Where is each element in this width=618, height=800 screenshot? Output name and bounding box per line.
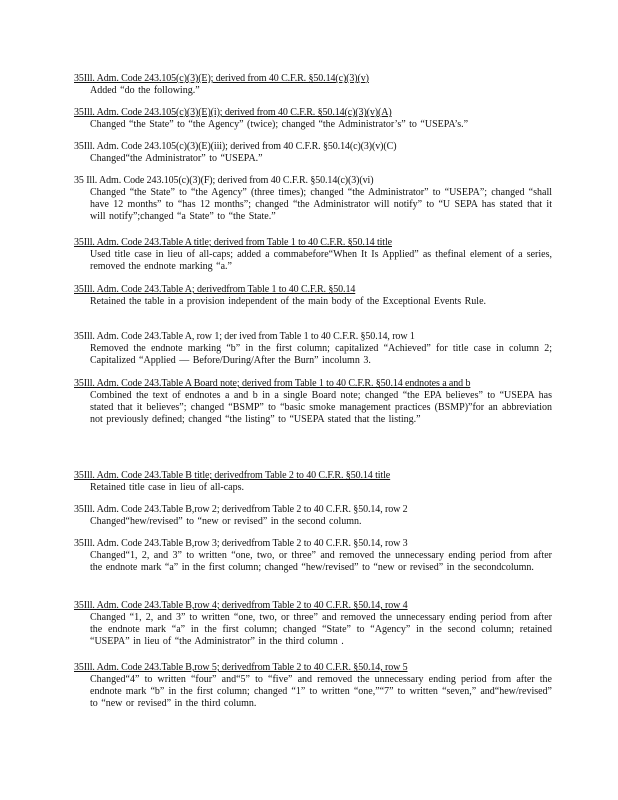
entry-text: Used title case in lieu of all-caps; added a commabefore“When It Is Applied” as thefinal element of a series, removed the endnote marking “a.” — [90, 249, 552, 272]
note-entry — [74, 175, 552, 223]
entry-citation: 35Ill. Adm. Code 243.Table A, row 1; der ived from Table 1 to 40 C.F.R. §50.14, row 1 — [74, 331, 415, 342]
note-entry — [74, 331, 552, 367]
entry-text: Changed“the Administrator” to “USEPA.” — [90, 153, 263, 164]
entry-text: Changed“hew/revised” to “new or revised” in the second column. — [90, 516, 362, 527]
entry-citation: 35Ill. Adm. Code 243.Table B,row 3; derivedfrom Table 2 to 40 C.F.R. §50.14, row 3 — [74, 538, 408, 549]
note-entry — [74, 600, 552, 648]
entry-citation: 35Ill. Adm. Code 243.105(c)(3)(E)(iii); derived from 40 C.F.R. §50.14(c)(3)(v)(C) — [74, 141, 397, 152]
entry-text: Removed the endnote marking “b” in the first column; capitalized “Achieved” for title case in column 2; Capitalized “Applied — Before/During/After the Burn” incolumn 3. — [90, 343, 552, 366]
entry-citation: 35 Ill. Adm. Code 243.105(c)(3)(F); derived from 40 C.F.R. §50.14(c)(3)(vi) — [74, 175, 374, 186]
entry-citation: 35Ill. Adm. Code 243.Table B,row 5; derivedfrom Table 2 to 40 C.F.R. §50.14, row 5 — [74, 662, 408, 673]
entry-citation: 35Ill. Adm. Code 243.105(c)(3)(E)(i); derived from 40 C.F.R. §50.14(c)(3)(v)(A) — [74, 107, 392, 118]
entry-citation: 35Ill. Adm. Code 243.Table A; derivedfrom Table 1 to 40 C.F.R. §50.14 — [74, 284, 356, 295]
note-entry — [74, 284, 552, 308]
entry-citation: 35Ill. Adm. Code 243.Table A Board note; derived from Table 1 to 40 C.F.R. §50.14 endnotes a and b — [74, 378, 471, 389]
note-entry — [74, 73, 552, 97]
entry-text: Changed“4” to written “four” and“5” to “five” and removed the unnecessary ending period from after the endnote mark “b” in the first column; changed “1” to written “one,”“7” to written “seven,” and“hew/revised” to “new or revised” in the third column. — [90, 674, 552, 709]
note-entry — [74, 504, 552, 528]
entry-text: Changed “1, 2, and 3” to written “one, two, or three” and removed the unnecessary ending period from after the endnote mark “a” in the first column; changed “State” to “Agency” in the second column; retained “USEPA” in lieu of “the Administrator” in the third column . — [90, 612, 552, 647]
entry-citation: 35Ill. Adm. Code 243.105(c)(3)(E); derived from 40 C.F.R. §50.14(c)(3)(v) — [74, 73, 369, 84]
entry-citation: 35Ill. Adm. Code 243.Table A title; derived from Table 1 to 40 C.F.R. §50.14 title — [74, 237, 392, 248]
note-entry — [74, 538, 552, 574]
note-entry — [74, 107, 552, 131]
note-entry — [74, 237, 552, 273]
entry-text: Added “do the following.” — [90, 85, 200, 96]
entry-citation: 35Ill. Adm. Code 243.Table B title; derivedfrom Table 2 to 40 C.F.R. §50.14 title — [74, 470, 391, 481]
entry-text: Combined the text of endnotes a and b in a single Board note; changed “the EPA believes” to “USEPA has stated that it believes”; changed “BSMP” to “basic smoke management practices (BSMP)”for an abbreviation not previously defined; changed “the listing” to “USEPA stated that the listing.” — [90, 390, 552, 425]
entry-citation: 35Ill. Adm. Code 243.Table B,row 2; derivedfrom Table 2 to 40 C.F.R. §50.14, row 2 — [74, 504, 408, 515]
note-entry — [74, 470, 552, 494]
note-entry — [74, 378, 552, 426]
entry-text: Changed “the State” to “the Agency” (twice); changed “the Administrator’s” to “USEPA’s.” — [90, 119, 469, 130]
entry-text: Retained title case in lieu of all-caps. — [90, 482, 244, 493]
note-entry — [74, 141, 552, 165]
note-entry — [74, 662, 552, 710]
entry-citation: 35Ill. Adm. Code 243.Table B,row 4; derivedfrom Table 2 to 40 C.F.R. §50.14, row 4 — [74, 600, 408, 611]
entry-text: Retained the table in a provision independent of the main body of the Exceptional Events Rule. — [90, 296, 487, 307]
entry-text: Changed “the State” to “the Agency” (three times); changed “the Administrator” to “USEPA”; changed “shall have 12 months” to “has 12 months”; changed “the Administrator will notify” to “U SEPA has stated that it will notify”;changed “a State” to “the State.” — [90, 187, 552, 222]
entry-text: Changed“1, 2, and 3” to written “one, two, or three” and removed the unnecessary ending period from after the endnote mark “a” in the first column; changed “hew/revised” to “new or revised” in the secondcolumn. — [90, 550, 552, 573]
